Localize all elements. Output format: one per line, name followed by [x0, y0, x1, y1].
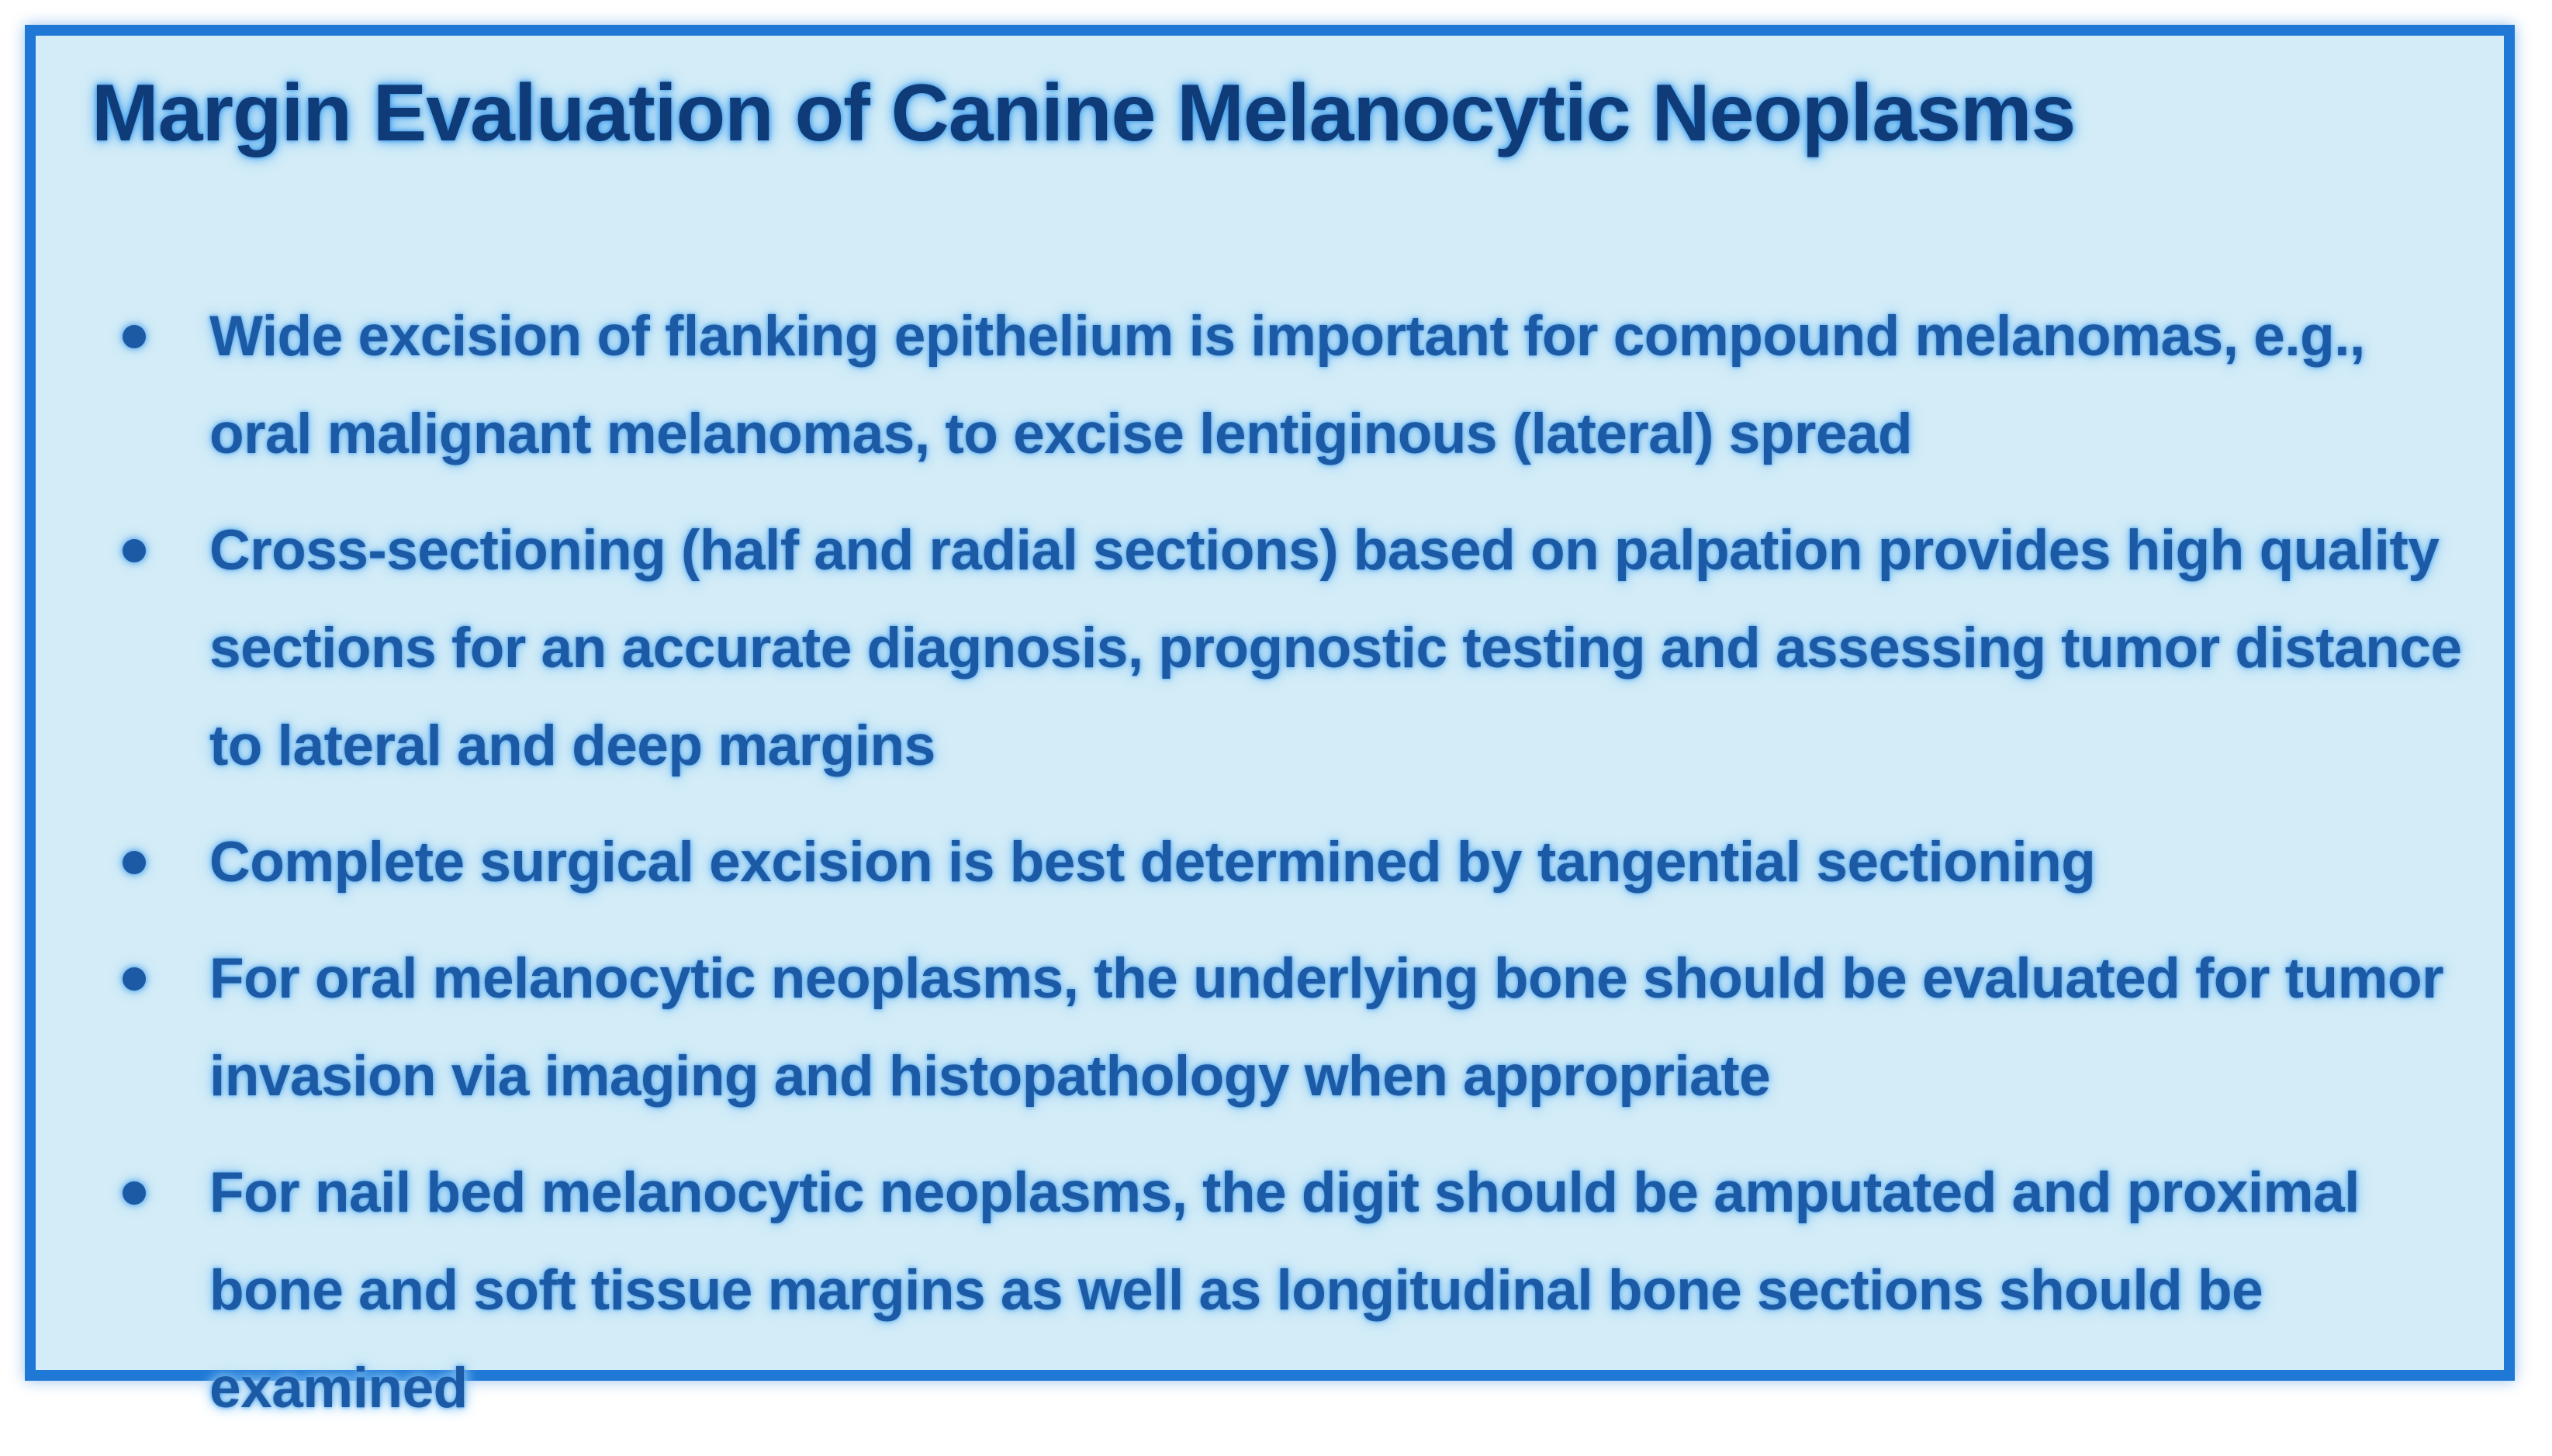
- bullet-dot-icon: [123, 325, 146, 348]
- bullet-text: Complete surgical excision is best determined by tangential sectioning: [209, 831, 2096, 894]
- bullet-item: [36, 930, 2526, 1126]
- bullet-dot-icon: [123, 539, 146, 562]
- bullet-item: [36, 814, 2526, 911]
- bullet-dot-icon: [123, 967, 146, 991]
- bullet-text: For oral melanocytic neoplasms, the underlying bone should be evaluated for tumor invasion via imaging and histopathology when appropriate: [209, 947, 2443, 1108]
- bullet-text: Wide excision of flanking epithelium is important for compound melanomas, e.g., oral malignant melanomas, to excise lentiginous (lateral) spread: [209, 305, 2365, 465]
- bullet-dot-icon: [123, 1181, 146, 1205]
- slide-title: Margin Evaluation of Canine Melanocytic Neoplasms: [92, 68, 2076, 158]
- bullet-list: [36, 288, 2526, 1456]
- bullet-item: [36, 502, 2526, 795]
- bullet-item: [36, 1144, 2526, 1437]
- bullet-text: Cross-sectioning (half and radial sections) based on palpation provides high quality sections for an accurate diagnosis, prognostic testing and assessing tumor distance to lateral and deep margins: [209, 519, 2462, 777]
- bullet-text: For nail bed melanocytic neoplasms, the digit should be amputated and proximal bone and soft tissue margins as well as longitudinal bone sections should be examined: [209, 1161, 2360, 1420]
- bullet-dot-icon: [123, 851, 146, 874]
- slide-panel: [25, 25, 2515, 1420]
- bullet-item: [36, 288, 2526, 483]
